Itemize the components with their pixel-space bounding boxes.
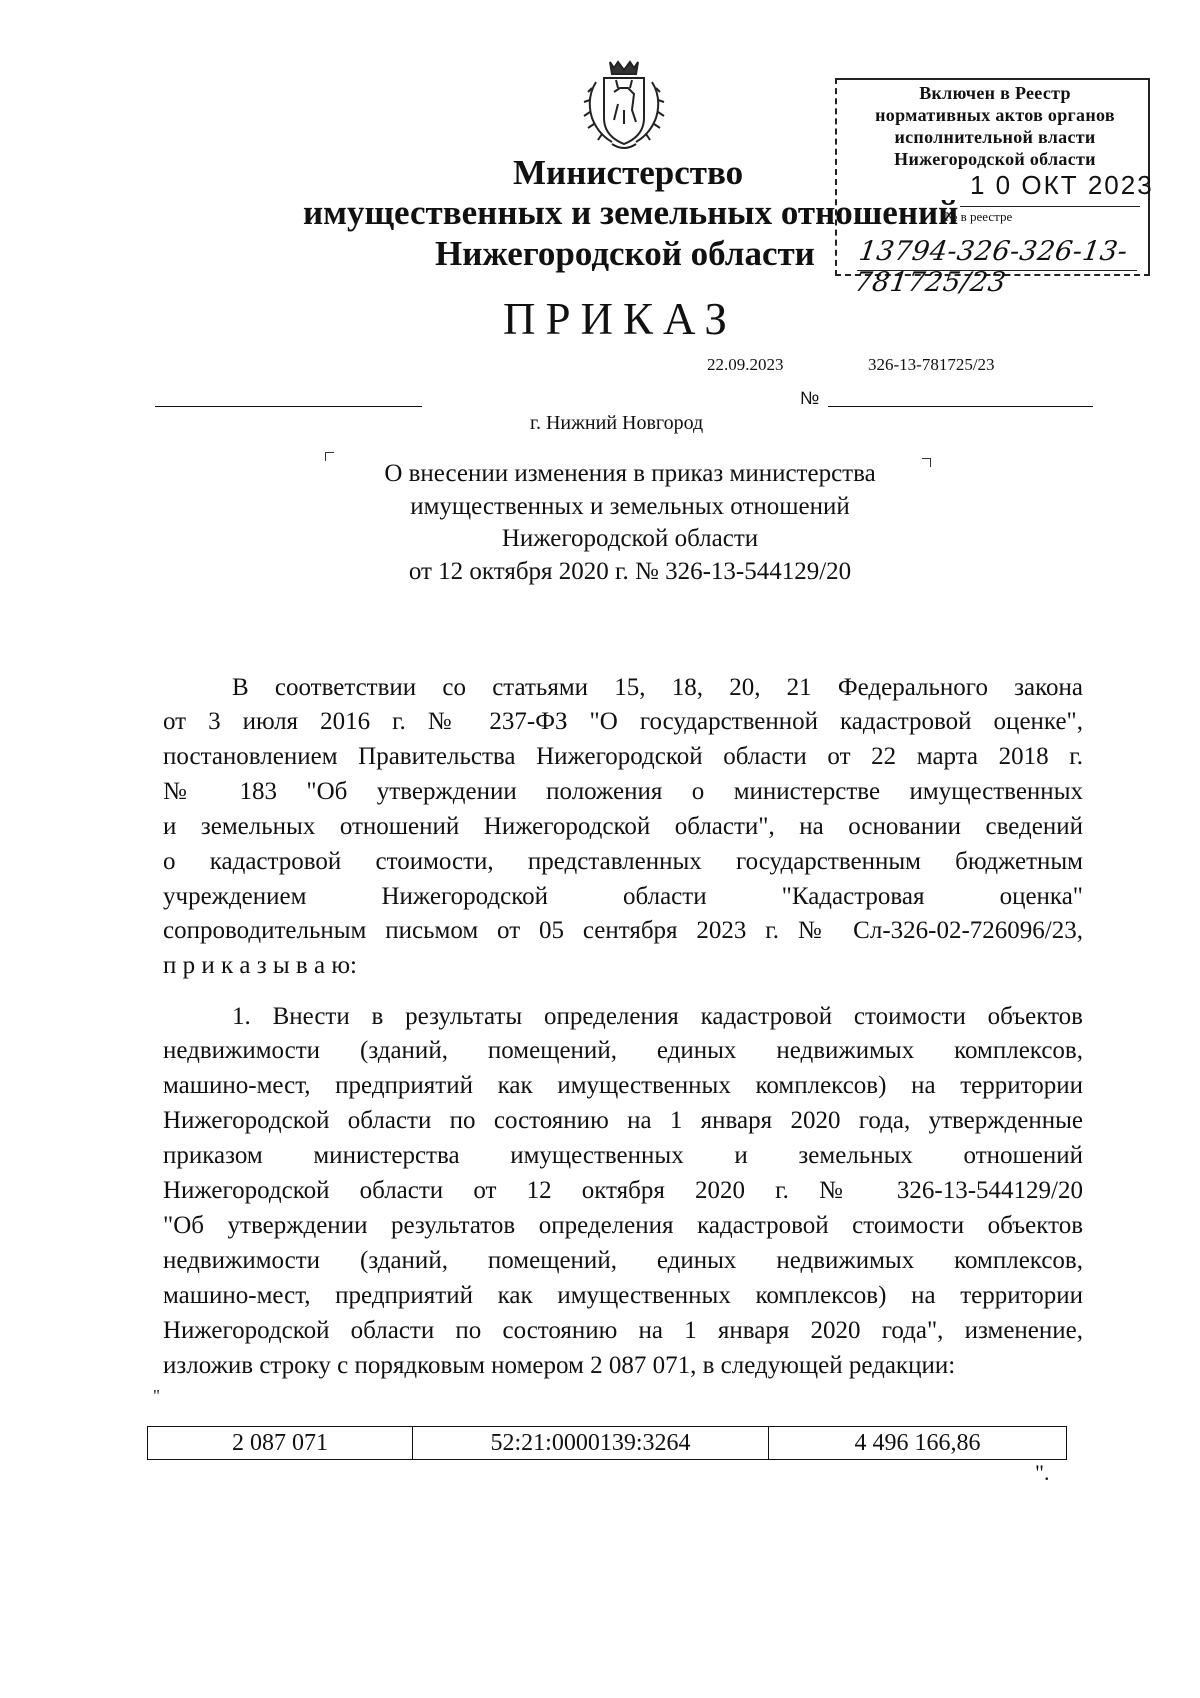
table-cell-cadastral-number: 52:21:0000139:3264 xyxy=(413,1427,769,1460)
body-line: изложив строку с порядковым номером 2 087 071, в следующей редакции: xyxy=(163,1352,956,1379)
stamp-text-line: нормативных актов органов xyxy=(875,105,1115,125)
stamp-registry-label: № в реестре xyxy=(945,209,1013,224)
body-line: В соответствии со статьями 15, 18, 20, 21 Федерального закона xyxy=(232,674,1083,701)
ministry-name-line1: Министерство xyxy=(513,153,744,192)
body-line: учреждением Нижегородской области "Кадастровая оценка" xyxy=(163,883,1083,910)
body-line: сопроводительным письмом от 05 сентября 2023 г. № Сл-326-02-726096/23, xyxy=(163,917,1083,944)
body-line: о кадастровой стоимости, представленных государственным бюджетным xyxy=(163,848,1083,875)
subject-line: О внесении изменения в приказ министерства xyxy=(384,460,876,487)
stamp-date: 1 0 ОКТ 2023 xyxy=(970,170,1154,200)
body-line: п р и к а з ы в а ю: xyxy=(163,952,357,979)
body-line: постановлением Правительства Нижегородской области от 22 марта 2018 г. xyxy=(163,743,1083,770)
stamp-text-line: Включен в Реестр xyxy=(919,83,1071,103)
date-underline xyxy=(155,406,422,407)
body-line: Нижегородской области по состоянию на 1 января 2020 года", изменение, xyxy=(163,1317,1083,1344)
table-row xyxy=(148,1427,1067,1460)
registry-stamp xyxy=(835,78,1155,298)
order-title: ПРИКАЗ xyxy=(503,294,737,344)
stamp-registry-number: 13794-326-326-13-781725/23 xyxy=(852,236,1130,298)
stamp-underline xyxy=(857,270,1137,271)
body-line: Нижегородской области по состоянию на 1 января 2020 года, утвержденные xyxy=(163,1107,1083,1134)
stamp-text-line: исполнительной власти xyxy=(894,127,1096,147)
table-cell-row-number: 2 087 071 xyxy=(148,1427,413,1460)
table-cell-cadastral-value: 4 496 166,86 xyxy=(769,1427,1067,1460)
city-name: г. Нижний Новгород xyxy=(530,412,704,434)
quote-close-mark: ". xyxy=(1035,1460,1050,1485)
coat-of-arms-emblem xyxy=(578,58,670,154)
number-underline xyxy=(828,406,1093,407)
body-line: машино-мест, предприятий как имущественных комплексов) на территории xyxy=(163,1072,1083,1099)
subject-line: Нижегородской области xyxy=(501,525,759,552)
order-number: 326-13-781725/23 xyxy=(868,355,995,374)
subject-line: имущественных и земельных отношений xyxy=(410,493,850,520)
stamp-border xyxy=(835,78,837,276)
ministry-name-line2: имущественных и земельных отношений xyxy=(303,193,959,232)
subject-line: от 12 октября 2020 г. № 326-13-544129/20 xyxy=(408,558,852,585)
body-line: № 183 "Об утверждении положения о министерстве имущественных xyxy=(163,778,1083,805)
order-date: 22.09.2023 xyxy=(707,355,784,374)
body-line: недвижимости (зданий, помещений, единых недвижимых комплексов, xyxy=(163,1247,1083,1274)
body-line: Нижегородской области от 12 октября 2020 г. № 326-13-544129/20 xyxy=(163,1177,1083,1204)
stamp-border xyxy=(835,78,1150,80)
number-sign: № xyxy=(800,388,820,408)
body-line: приказом министерства имущественных и земельных отношений xyxy=(163,1142,1083,1169)
ministry-name-line3: Нижегородской области xyxy=(435,234,815,273)
body-line: от 3 июля 2016 г. № 237-ФЗ "О государственной кадастровой оценке", xyxy=(163,708,1083,735)
body-line: 1. Внести в результаты определения кадастровой стоимости объектов xyxy=(232,1003,1083,1030)
cadastral-value-table xyxy=(147,1426,1067,1460)
body-line: недвижимости (зданий, помещений, единых недвижимых комплексов, xyxy=(163,1037,1083,1064)
body-line: машино-мест, предприятий как имущественных комплексов) на территории xyxy=(163,1282,1083,1309)
body-line: "Об утверждении результатов определения кадастровой стоимости объектов xyxy=(163,1212,1083,1239)
stamp-text-line: Нижегородской области xyxy=(894,149,1096,169)
stamp-rule xyxy=(960,206,1140,207)
quote-open-mark: " xyxy=(153,1386,160,1405)
body-line: и земельных отношений Нижегородской области", на основании сведений xyxy=(163,813,1083,840)
